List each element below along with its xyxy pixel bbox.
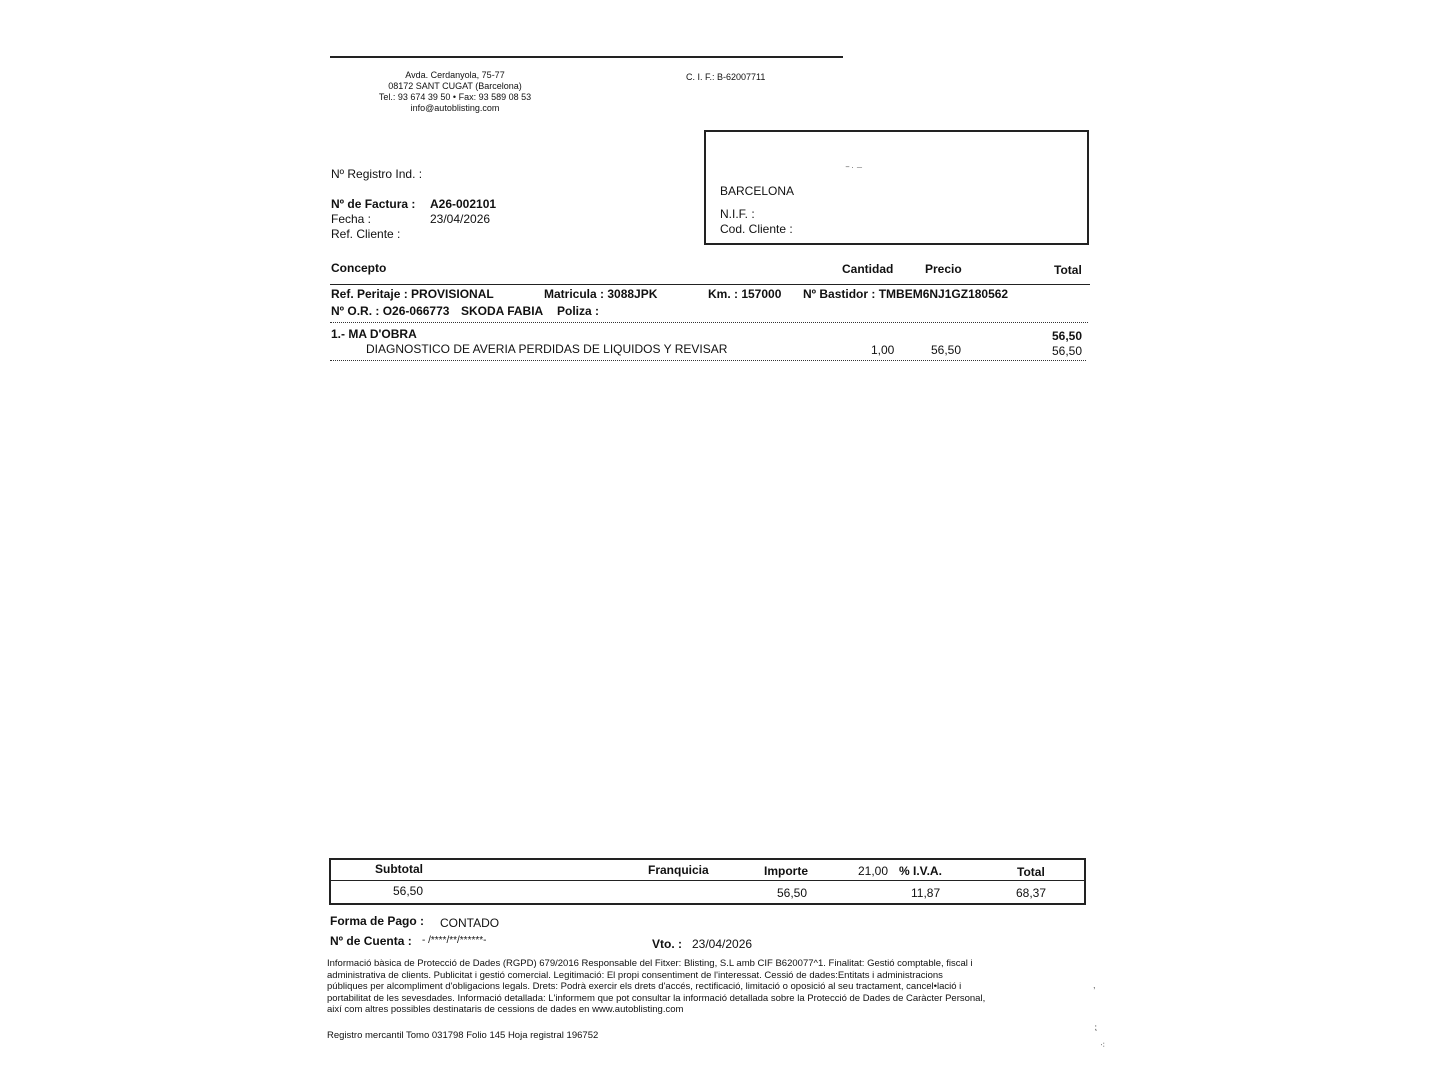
iva-value: 11,87	[911, 886, 941, 900]
header-total: Total	[1054, 263, 1082, 277]
company-cif: C. I. F.: B-62007711	[686, 72, 766, 82]
client-cod-label: Cod. Cliente :	[720, 222, 793, 236]
matricula: Matricula : 3088JPK	[544, 287, 658, 301]
forma-pago-label: Forma de Pago :	[330, 914, 425, 928]
client-box	[704, 130, 1089, 245]
legal-line: públiques per alcompliment d'obligacions legals. Drets: Podrà exercir els drets d'accés, rectificació, limitació o oposició al seu tractament, cancel•lació i	[327, 981, 962, 992]
client-city: BARCELONA	[720, 184, 795, 198]
cuenta-label: Nº de Cuenta :	[330, 934, 412, 948]
item-cantidad: 1,00	[871, 343, 895, 357]
registro-label: Nº Registro Ind. :	[331, 167, 423, 181]
client-nif-label: N.I.F. :	[720, 207, 755, 221]
legal-notice	[327, 958, 1085, 1016]
importe-value: 56,50	[777, 886, 808, 900]
header-rule-solid	[330, 284, 1090, 285]
item-precio: 56,50	[931, 343, 962, 357]
iva-label: % I.V.A.	[899, 864, 942, 878]
bastidor: Nº Bastidor : TMBEM6NJ1GZ180562	[803, 287, 1009, 301]
factura-label: Nº de Factura :	[331, 197, 416, 211]
company-email: info@autoblisting.com	[410, 103, 500, 113]
ref-peritaje: Ref. Peritaje : PROVISIONAL	[331, 287, 494, 301]
vto-label: Vto. :	[652, 937, 682, 951]
fecha-label: Fecha :	[331, 212, 372, 226]
forma-pago-value: CONTADO	[440, 916, 500, 930]
address-line-2: 08172 SANT CUGAT (Barcelona)	[388, 81, 522, 91]
header-concepto: Concepto	[331, 261, 387, 275]
section-total: 56,50	[1052, 329, 1083, 343]
kilometros: Km. : 157000	[708, 287, 782, 301]
cuenta-value: - /****/**/******-	[422, 935, 487, 946]
header-cantidad: Cantidad	[842, 262, 894, 276]
fecha-value: 23/04/2026	[430, 212, 491, 226]
item-description: DIAGNOSTICO DE AVERIA PERDIDAS DE LIQUIDOS Y REVISAR	[366, 342, 728, 356]
ref-cliente-label: Ref. Cliente :	[331, 227, 401, 241]
redaction-mark: ‾ ˙ ¯	[846, 166, 862, 176]
registro-mercantil: Registro mercantil Tomo 031798 Folio 145 Hoja registral 196752	[327, 1030, 599, 1041]
total-value: 68,37	[1016, 886, 1047, 900]
iva-rate: 21,00	[858, 864, 889, 878]
scan-mark: ,	[1093, 980, 1096, 990]
orden-reparacion: Nº O.R. : O26-066773	[331, 304, 450, 318]
company-address	[355, 70, 555, 114]
header-rule	[330, 56, 843, 58]
franquicia-label: Franquicia	[648, 863, 709, 877]
legal-line: portabilitat de les sevesdades. Informació detallada: L'informem que pot consultar la informació detallada sobre la Protecció de Dades de Caràcter Personal,	[327, 992, 986, 1004]
importe-label: Importe	[764, 864, 809, 878]
poliza-label: Poliza :	[557, 304, 600, 318]
legal-line: així com altres possibles destinataris de cessions de dades en www.autoblisting.com	[327, 1004, 684, 1015]
header-precio: Precio	[925, 262, 962, 276]
phone-fax: Tel.: 93 674 39 50 • Fax: 93 589 08 53	[378, 92, 532, 102]
subtotal-label: Subtotal	[375, 862, 423, 876]
section-title: 1.- MA D'OBRA	[331, 327, 417, 341]
scan-mark: ⁏	[1094, 1022, 1098, 1032]
legal-line: administrativa de clients. Publicitat i gestió comercial. Legitimació: El propi consentiment de l'interessat. Cessió de dades:Entitats i administracions	[327, 969, 943, 981]
item-total: 56,50	[1052, 344, 1083, 358]
dotted-rule-2	[330, 360, 1086, 361]
dotted-rule-1	[330, 322, 1088, 323]
address-line-1: Avda. Cerdanyola, 75-77	[405, 70, 505, 80]
vto-value: 23/04/2026	[692, 937, 753, 951]
legal-line: Informació bàsica de Protecció de Dades (RGPD) 679/2016 Responsable del Fitxer: Blisting, S.L amb CIF B620077^1. Finalitat: Gestió comptable, fiscal i	[327, 958, 973, 969]
totals-divider	[331, 880, 1084, 881]
scan-mark: ⁖	[1100, 1040, 1106, 1050]
factura-number: A26-002101	[430, 197, 497, 211]
vehicle-model: SKODA FABIA	[461, 304, 544, 318]
totals-total-label: Total	[1017, 865, 1045, 879]
subtotal-value: 56,50	[393, 884, 424, 898]
